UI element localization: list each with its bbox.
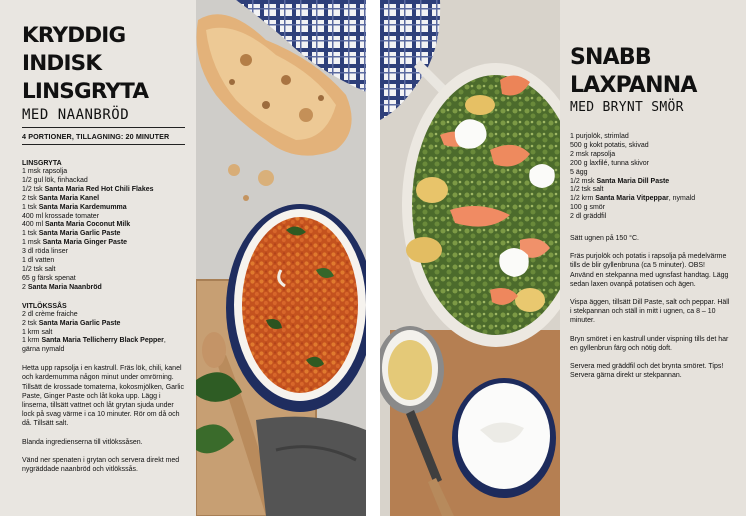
ingredient-amount: 2 bbox=[22, 283, 28, 291]
ingredient-amount: 400 ml krossade tomater bbox=[22, 212, 100, 220]
ingredient-amount: 1/2 tsk salt bbox=[22, 265, 56, 273]
ingredient-item bbox=[22, 177, 185, 186]
left-subtitle: MED NAANBRÖD bbox=[22, 107, 130, 123]
right-recipe-text bbox=[570, 44, 730, 381]
ingredient-item bbox=[22, 320, 185, 329]
divider bbox=[22, 144, 185, 145]
ingredient-amount: 1 msk bbox=[22, 239, 43, 247]
right-title: SNABB LAXPANNA bbox=[570, 45, 697, 98]
ingredient-item bbox=[570, 213, 730, 222]
ingredient-item bbox=[22, 204, 185, 213]
right-step-1: Sätt ugnen på 150 °C. bbox=[570, 235, 639, 243]
ingredient-brand: Santa Maria Garlic Paste bbox=[38, 319, 121, 327]
ingredient-item bbox=[22, 168, 185, 177]
left-ingredients-list bbox=[22, 168, 185, 293]
ingredient-amount: 100 g smör bbox=[570, 204, 606, 212]
ingredient-brand: Santa Maria Tellicherry Black Pepper bbox=[41, 337, 164, 345]
ingredient-item bbox=[22, 329, 185, 338]
ingredient-brand: Santa Maria Ginger Paste bbox=[42, 239, 128, 247]
ingredient-note: , nymald bbox=[668, 195, 696, 203]
lentil-stew-photo bbox=[196, 0, 366, 516]
ingredient-brand: Santa Maria Dill Paste bbox=[596, 177, 670, 185]
ingredient-amount: 2 dl crème fraiche bbox=[22, 310, 78, 318]
ingredient-item bbox=[22, 195, 185, 204]
ingredient-amount: 1 tsk bbox=[22, 203, 39, 211]
ingredient-brand: Santa Maria Kardemumma bbox=[38, 203, 127, 211]
ingredient-item bbox=[22, 239, 185, 248]
ingredient-item bbox=[22, 257, 185, 266]
ingredient-item bbox=[570, 178, 730, 187]
ingredient-item bbox=[570, 160, 730, 169]
right-step-2: Fräs purjolök och potatis i rapsolja på medelvärme tills de blir gyllenbruna (ca 5 minuter). OBS! Använd en stekpanna med ugnsfast handtag. Lägg sedan laxen ovanpå potatisen och ägen. bbox=[570, 253, 729, 288]
ingredient-brand: Santa Maria Vitpeppar bbox=[595, 195, 669, 203]
ingredient-amount: 400 ml bbox=[22, 221, 45, 229]
ingredient-amount: 1/2 msk bbox=[570, 177, 597, 185]
ingredient-amount: 3 dl röda linser bbox=[22, 248, 68, 256]
left-sauce-list bbox=[22, 311, 185, 356]
left-title-line2: LINSGRYTA bbox=[22, 79, 149, 104]
left-title-line1: KRYDDIG INDISK bbox=[22, 23, 126, 76]
right-subtitle: MED BRYNT SMÖR bbox=[570, 100, 684, 115]
ingredient-item bbox=[22, 284, 185, 293]
ingredient-brand: Santa Maria Red Hot Chili Flakes bbox=[44, 185, 154, 193]
left-recipe-text bbox=[22, 22, 185, 474]
ingredient-amount: 1/2 krm bbox=[570, 195, 596, 203]
ingredient-brand: Santa Maria Coconut Milk bbox=[44, 221, 131, 229]
salmon-pan-photo bbox=[380, 0, 560, 516]
ingredient-item bbox=[570, 195, 730, 204]
ingredient-amount: 200 g laxfilé, tunna skivor bbox=[570, 159, 649, 167]
ingredient-item bbox=[570, 186, 730, 195]
ingredient-amount: 1 tsk bbox=[22, 230, 39, 238]
ingredient-amount: 65 g färsk spenat bbox=[22, 274, 76, 282]
left-page bbox=[0, 0, 366, 516]
ingredient-brand: Santa Maria Kanel bbox=[38, 194, 100, 202]
right-step-5: Servera med gräddfil och det brynta smöret. Tips! Servera gärna direkt ur stekpannan. bbox=[570, 363, 724, 380]
right-step-3: Vispa äggen, tillsätt Dill Paste, salt och peppar. Häll i stekpannan och ställ in mitt i ugnen, ca 8 – 10 minuter. bbox=[570, 299, 730, 325]
left-portions: 4 PORTIONER, TILLAGNING: 20 MINUTER bbox=[22, 132, 170, 141]
left-step-3: Vänd ner spenaten i grytan och servera direkt med nygräddade naanbröd och vitlökssås. bbox=[22, 456, 180, 474]
ingredient-item bbox=[22, 213, 185, 222]
salmon-pan-illustration bbox=[380, 0, 560, 516]
ingredient-amount: 1 krm bbox=[22, 337, 42, 345]
ingredient-amount: 2 tsk bbox=[22, 194, 39, 202]
ingredient-item bbox=[22, 221, 185, 230]
ingredient-amount: 1 dl vatten bbox=[22, 257, 55, 265]
ingredient-amount: 1/2 tsk salt bbox=[570, 186, 604, 194]
lentil-stew-illustration bbox=[196, 0, 366, 516]
right-step-4: Bryn smöret i en kastrull under vispning tills det har en gyllenbrun färg och nötig doft. bbox=[570, 335, 729, 352]
ingredient-amount: 1 purjolök, strimlad bbox=[570, 133, 629, 140]
ingredient-item bbox=[570, 142, 730, 151]
left-step-2: Blanda ingredienserna till vitlökssåsen. bbox=[22, 438, 143, 446]
ingredient-amount: 2 msk rapsolja bbox=[570, 150, 616, 158]
ingredient-item bbox=[22, 266, 185, 275]
left-step-1: Hetta upp rapsolja i en kastrull. Fräs lök, chili, kanel och kardemumma någon minut under omrörning. Tillsätt de krossade tomaterna, kokosmjölken, Garlic Paste, Ginger Paste och låt koka upp. Lägg i linserna, tillsätt vattnet och låt grytan sjuda under lock på svag värme i ca 10 minuter. Rör om då och då. Tillsätt salt. bbox=[22, 365, 184, 428]
ingredient-item bbox=[570, 151, 730, 160]
divider bbox=[22, 127, 185, 128]
right-page bbox=[380, 0, 746, 516]
ingredient-item bbox=[22, 230, 185, 239]
ingredient-brand: Santa Maria Naanbröd bbox=[27, 283, 102, 291]
ingredient-item bbox=[22, 275, 185, 284]
ingredient-item bbox=[570, 133, 730, 142]
ingredient-amount: 1/2 tsk bbox=[22, 185, 45, 193]
ingredient-item bbox=[22, 311, 185, 320]
ingredient-item bbox=[22, 337, 185, 355]
left-sauce-heading: VITLÖKSSÅS bbox=[22, 302, 67, 310]
ingredient-item bbox=[22, 248, 185, 257]
page-gutter bbox=[366, 0, 380, 516]
ingredient-note: , gärna nymald bbox=[22, 337, 166, 354]
ingredient-brand: Santa Maria Garlic Paste bbox=[38, 230, 121, 238]
ingredient-amount: 500 g kokt potatis, skivad bbox=[570, 141, 649, 149]
left-ingredients-heading: LINSGRYTA bbox=[22, 160, 62, 167]
right-ingredients-list bbox=[570, 133, 730, 222]
ingredient-amount: 1 krm salt bbox=[22, 328, 53, 336]
ingredient-amount: 2 dl gräddfil bbox=[570, 213, 607, 221]
ingredient-amount: 5 ägg bbox=[570, 168, 588, 176]
ingredient-item bbox=[570, 169, 730, 178]
ingredient-item bbox=[22, 186, 185, 195]
ingredient-amount: 1 msk rapsolja bbox=[22, 168, 68, 175]
ingredient-amount: 2 tsk bbox=[22, 319, 39, 327]
ingredient-amount: 1/2 gul lök, finhackad bbox=[22, 176, 88, 184]
ingredient-item bbox=[570, 204, 730, 213]
